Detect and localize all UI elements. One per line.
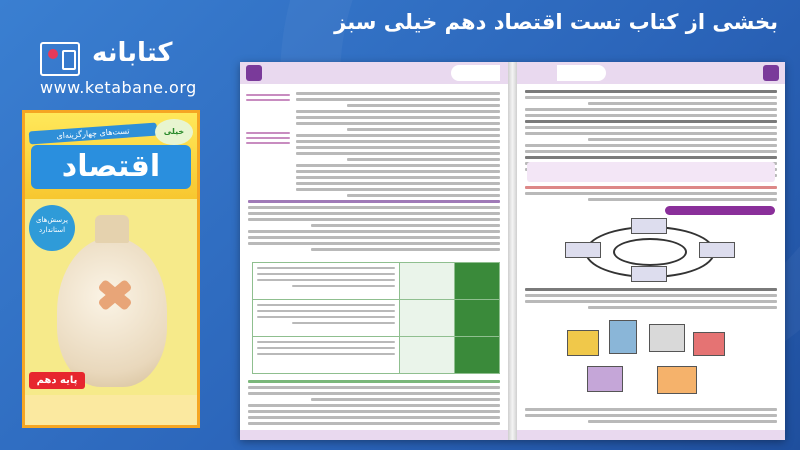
question-block [525,408,777,426]
left-page [240,62,508,440]
text-block [248,200,500,254]
broken-jar-illustration [57,237,167,387]
table-row [253,300,499,337]
text-block [296,92,500,200]
table-row [253,337,499,373]
chapter-tab [451,65,500,81]
left-page-header [240,62,508,84]
economy-illustration [557,310,737,402]
highlight-box [527,162,775,182]
page-number-badge [763,65,779,81]
book-cover [22,110,200,428]
book-grade: پایه دهم [29,372,85,389]
circular-flow-diagram [565,218,735,282]
comparison-table [252,262,500,374]
banner-title: بخشی از کتاب تست اقتصاد دهم خیلی سبز [334,10,778,34]
chapter-tab [557,65,606,81]
book-page-spread [240,62,785,440]
shop-icon [587,366,623,392]
page-number-badge [246,65,262,81]
flow-ellipse [613,238,687,266]
book-series: تست‌های چهارگزینه‌ای [29,123,158,145]
logo-name: کتابانه [92,38,173,68]
diagram-node [631,266,667,282]
right-page-header [517,62,785,84]
diagram-node [699,242,735,258]
book-title: اقتصاد [31,145,191,189]
text-block [248,380,500,428]
right-page [517,62,785,440]
factory-icon [649,324,685,352]
page-fold [508,62,517,440]
book-badge: پرسش‌های استاندارد [29,205,75,251]
site-logo[interactable] [18,38,208,98]
house-icon [693,332,725,356]
side-note [246,132,290,147]
table-row [253,263,499,300]
diagram-node [565,242,601,258]
book-cover-bottom [25,395,197,425]
logo-url: www.ketabane.org [40,78,197,97]
bank-icon [657,366,697,394]
building-icon [609,320,637,354]
section-pill [665,206,775,215]
left-page-footer [240,430,508,440]
diagram-node [631,218,667,234]
right-page-footer [517,430,785,440]
book-logo-icon [40,42,80,76]
book-brand: خیلی [155,119,193,145]
question-block [525,186,777,204]
side-note [246,94,290,104]
question-block [525,288,777,312]
building-icon [567,330,599,356]
